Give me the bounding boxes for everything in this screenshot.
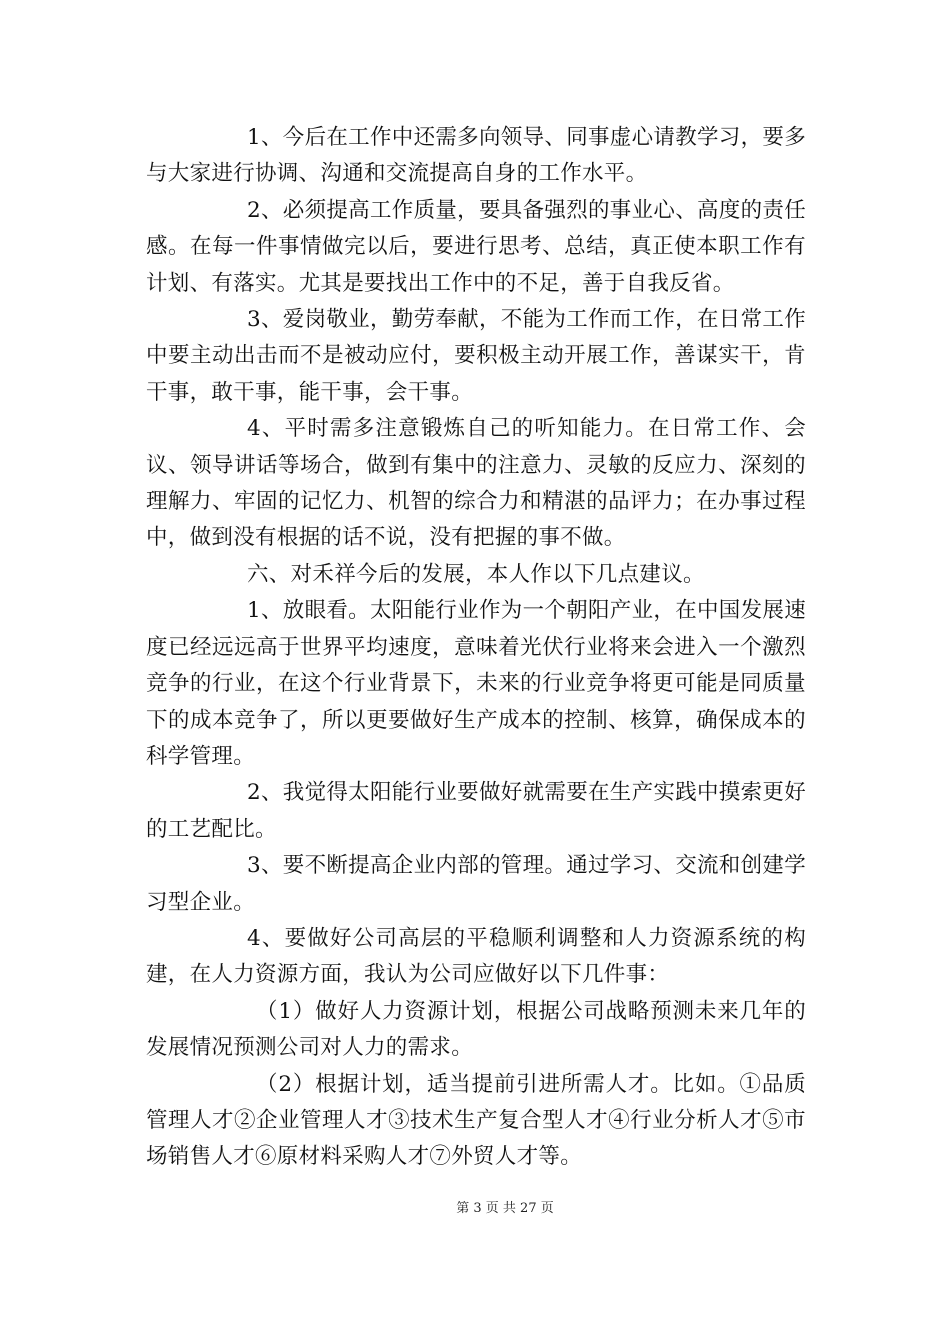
paragraph-suggestion-3: 3、要不断提高企业内部的管理。通过学习、交流和创建学习型企业。	[146, 853, 806, 915]
paragraph-subitem-2: （2）根据计划，适当提前引进所需人才。比如。①品质管理人才②企业管理人才③技术生产复合型人才④行业分析人才⑤市场销售人才⑥原材料采购人才⑦外贸人才等。	[146, 1071, 806, 1170]
paragraph-improve-4: 4、平时需多注意锻炼自己的听知能力。在日常工作、会议、领导讲话等场合，做到有集中的注意力、灵敏的反应力、深刻的理解力、牢固的记忆力、机智的综合力和精湛的品评力；在办事过程中，做到没有根据的话不说，没有把握的事不做。	[146, 416, 806, 551]
paragraph-improve-1: 1、今后在工作中还需多向领导、同事虚心请教学习，要多与大家进行协调、沟通和交流提高自身的工作水平。	[146, 125, 806, 187]
paragraph-suggestion-1: 1、放眼看。太阳能行业作为一个朝阳产业，在中国发展速度已经远远高于世界平均速度，意味着光伏行业将来会进入一个激烈竞争的行业，在这个行业背景下，未来的行业竞争将更可能是同质量下的成本竞争了，所以更要做好生产成本的控制、核算，确保成本的科学管理。	[146, 598, 806, 769]
section-heading-suggestions: 六、对禾祥今后的发展，本人作以下几点建议。	[247, 561, 705, 587]
paragraph-improve-2: 2、必须提高工作质量，要具备强烈的事业心、高度的责任感。在每一件事情做完以后，要进行思考、总结，真正使本职工作有计划、有落实。尤其是要找出工作中的不足，善于自我反省。	[146, 197, 806, 296]
paragraph-suggestion-4: 4、要做好公司高层的平稳顺利调整和人力资源系统的构建，在人力资源方面，我认为公司应做好以下几件事：	[146, 925, 806, 988]
document-body	[146, 120, 806, 1176]
page-number-footer: 第 3 页 共 27 页	[456, 1201, 554, 1216]
paragraph-improve-3: 3、爱岗敬业，勤劳奉献，不能为工作而工作，在日常工作中要主动出击而不是被动应付，要积极主动开展工作，善谋实干，肯干事，敢干事，能干事，会干事。	[146, 307, 806, 405]
paragraph-subitem-1: （1）做好人力资源计划，根据公司战略预测未来几年的发展情况预测公司对人力的需求。	[146, 998, 806, 1061]
paragraph-suggestion-2: 2、我觉得太阳能行业要做好就需要在生产实践中摸索更好的工艺配比。	[146, 780, 806, 842]
